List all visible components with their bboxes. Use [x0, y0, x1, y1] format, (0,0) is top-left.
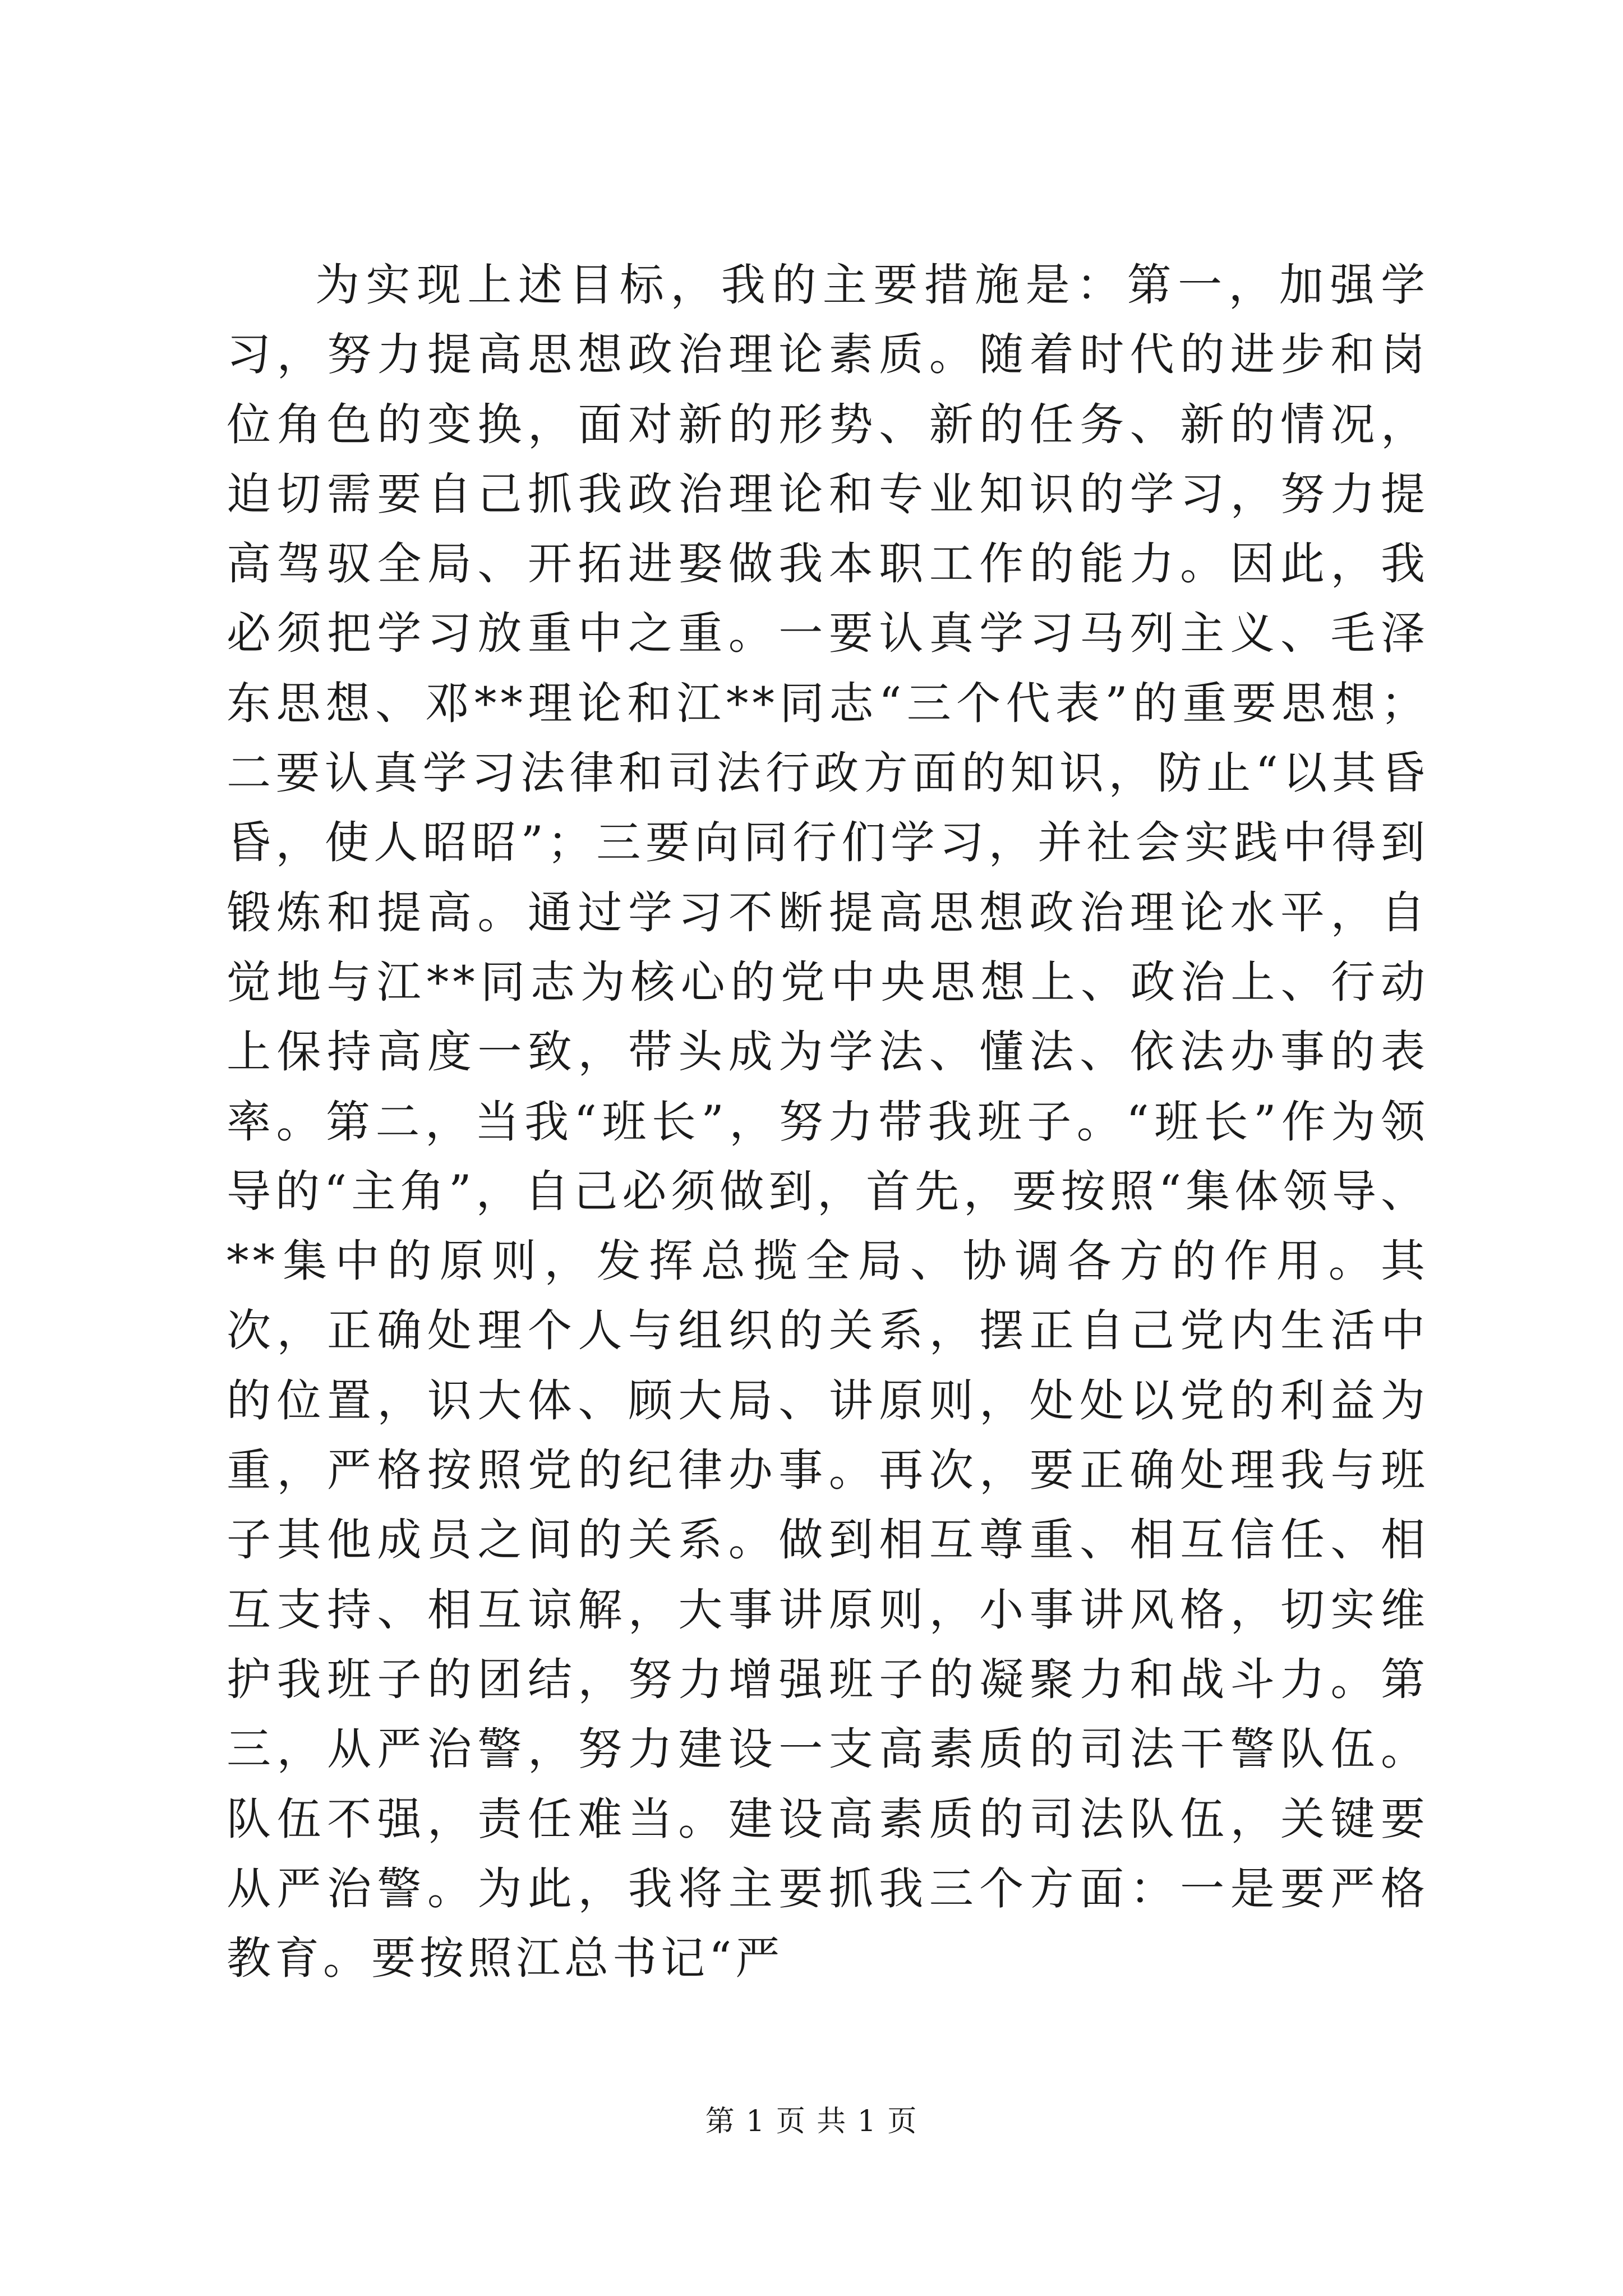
page-number-footer: 第 1 页 共 1 页: [705, 2105, 918, 2138]
body-paragraph: 为实现上述目标，我的主要措施是：第一，加强学习，努力提高思想政治理论素质。随着时代的进步和岗位角色的变换，面对新的形势、新的任务、新的情况，迫切需要自己抓我政治理论和专业知识的学习，努力提高驾驭全局、开拓进娶做我本职工作的能力。因此，我必须把学习放重中之重。一要认真学习马列主义、毛泽东思想、邓**理论和江**同志“三个代表”的重要思想；二要认真学习法律和司法行政方面的知识，防止“以其昏昏，使人昭昭”；三要向同行们学习，并社会实践中得到锻炼和提高。通过学习不断提高思想政治理论水平，自觉地与江**同志为核心的党中央思想上、政治上、行动上保持高度一致，带头成为学法、懂法、依法办事的表率。第二，当我“班长”，努力带我班子。“班长”作为领导的“主角”，自己必须做到，首先，要按照“集体领导、**集中的原则，发挥总揽全局、协调各方的作用。其次，正确处理个人与组织的关系，摆正自己党内生活中的位置，识大体、顾大局、讲原则，处处以党的利益为重，严格按照党的纪律办事。再次，要正确处理我与班子其他成员之间的关系。做到相互尊重、相互信任、相互支持、相互谅解，大事讲原则，小事讲风格，切实维护我班子的团结，努力增强班子的凝聚力和战斗力。第三，从严治警，努力建设一支高素质的司法干警队伍。队伍不强，责任难当。建设高素质的司法队伍，关键要从严治警。为此，我将主要抓我三个方面：一是要严格教育。要按照江总书记“严: [227, 259, 1429, 1985]
